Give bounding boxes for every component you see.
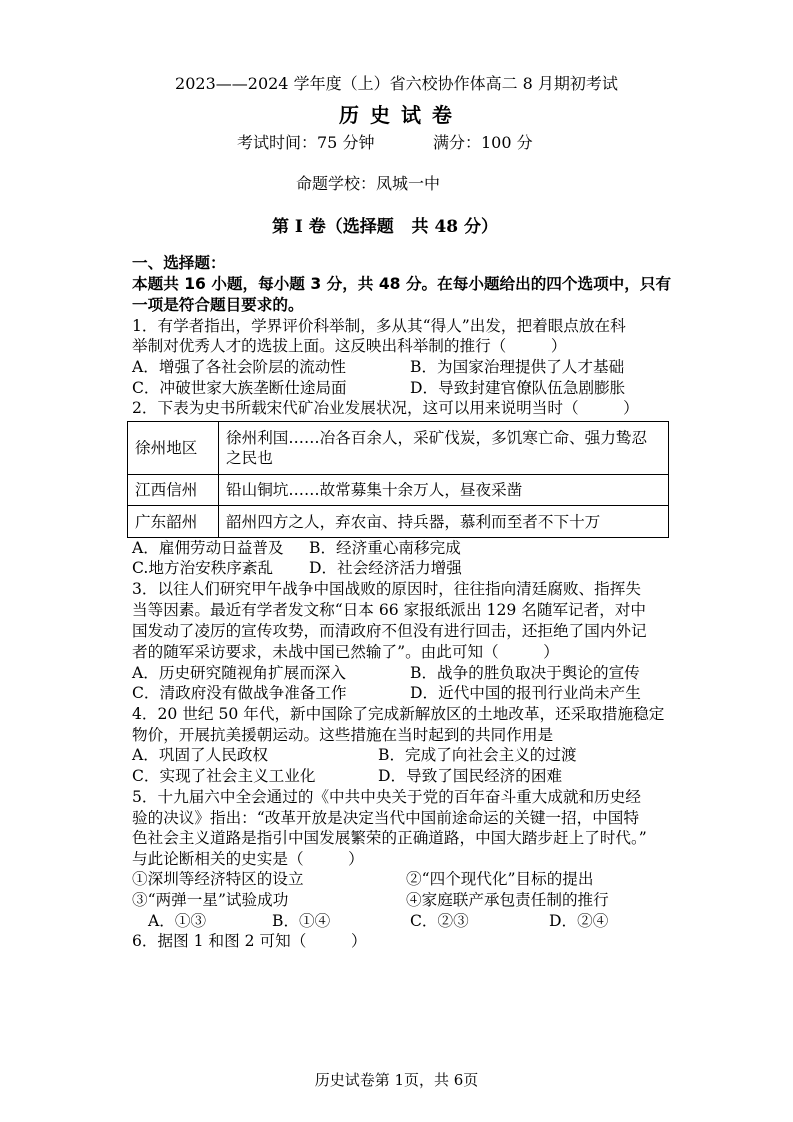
question-5-item-1: ①深圳等经济特区的设立	[132, 870, 304, 888]
question-5-item-2: ②“四个现代化”目标的提出	[406, 870, 594, 888]
section-instructions-line: 本题共 16 小题，每小题 3 分，共 48 分。在每小题给出的四个选项中，只有	[132, 275, 672, 293]
table-cell-region: 广东韶州	[128, 506, 219, 538]
question-3-option-d: D．近代中国的报刊行业尚未产生	[410, 684, 641, 702]
question-1-option-b: B．为国家治理提供了人才基础	[410, 358, 625, 376]
question-5-option-c: C．②③	[410, 912, 469, 930]
exam-school: 命题学校：凤城一中	[296, 174, 441, 193]
question-3-option-b: B．战争的胜负取决于舆论的宣传	[410, 664, 640, 682]
subject-title: 历 史 试 卷	[339, 103, 454, 127]
question-5-option-b: B．①④	[272, 912, 331, 930]
question-5-stem: 色社会主义道路是指引中国发展繁荣的正确道路，中国大踏步赶上了时代。”	[132, 829, 647, 847]
table-row	[128, 475, 669, 506]
mining-table	[127, 421, 669, 538]
table-cell-content: 徐州利国……冶各百余人，采矿伐炭，多饥寒亡命、强力鸷忍之民也	[219, 422, 669, 475]
table-row	[128, 506, 669, 538]
question-5-item-3: ③“两弹一星”试验成功	[132, 891, 289, 909]
table-cell-region: 徐州地区	[128, 422, 219, 475]
question-5-stem: 与此论断相关的史实是（ ）	[132, 850, 364, 868]
question-3-stem: 当等因素。最近有学者发文称“日本 66 家报纸派出 129 名随军记者，对中	[132, 601, 647, 619]
table-cell-region: 江西信州	[128, 475, 219, 506]
question-3-stem: 3．以往人们研究甲午战争中国战败的原因时，往往指向清廷腐败、指挥失	[132, 580, 641, 598]
question-3-stem: 者的随军采访要求，未战中国已然输了”。由此可知（ ）	[132, 643, 559, 661]
question-4-option-a: A．巩固了人民政权	[132, 746, 269, 764]
question-5-stem: 验的决议》指出：“改革开放是决定当代中国前途命运的关键一招，中国特	[132, 809, 639, 827]
question-4-option-c: C．实现了社会主义工业化	[132, 767, 316, 785]
table-cell-content: 铅山铜坑……故常募集十余万人，昼夜采凿	[219, 475, 669, 506]
exam-time: 考试时间：75 分钟	[237, 133, 375, 152]
question-4-stem: 物价，开展抗美援朝运动。这些措施在当时起到的共同作用是	[132, 726, 554, 744]
question-5-option-d: D．②④	[549, 912, 609, 930]
question-1-stem: 举制对优秀人才的选拔上面。这反映出科举制的推行（ ）	[132, 337, 567, 355]
question-1-option-a: A．增强了各社会阶层的流动性	[132, 358, 346, 376]
question-2-option-d: D．社会经济活力增强	[309, 559, 462, 577]
question-5-stem: 5．十九届六中全会通过的《中共中央关于党的百年奋斗重大成就和历史经	[132, 788, 641, 806]
table-row	[128, 422, 669, 475]
section-heading: 一、选择题：	[132, 254, 226, 272]
exam-score: 满分：100 分	[433, 133, 533, 152]
table-cell-content: 韶州四方之人，弃农亩、持兵器，慕利而至者不下十万	[219, 506, 669, 538]
question-2-option-c: C.地方治安秩序紊乱	[132, 559, 274, 577]
question-1-stem: 1．有学者指出，学界评价科举制，多从其“得人”出发，把着眼点放在科	[132, 317, 626, 335]
exam-title: 2023——2024 学年度（上）省六校协作体高二 8 月期初考试	[175, 74, 618, 93]
question-1-option-d: D．导致封建官僚队伍急剧膨胀	[410, 379, 626, 397]
question-5-option-a: A．①③	[148, 912, 207, 930]
question-2-option-a: A．雇佣劳动日益普及	[132, 539, 284, 557]
question-2-option-b: B．经济重心南移完成	[309, 539, 461, 557]
question-4-option-d: D．导致了国民经济的困难	[378, 767, 563, 785]
question-2-stem: 2．下表为史书所载宋代矿冶业发展状况，这可以用来说明当时（ ）	[132, 399, 639, 417]
question-4-stem: 4．20 世纪 50 年代，新中国除了完成新解放区的土地改革，还采取措施稳定	[132, 705, 665, 723]
question-6-stem: 6．据图 1 和图 2 可知（ ）	[132, 932, 367, 950]
question-1-option-c: C．冲破世家大族垄断仕途局面	[132, 379, 347, 397]
question-3-stem: 国发动了凌厉的宣传攻势，而清政府不但没有进行回击，还拒绝了国内外记	[132, 622, 647, 640]
part-title: 第 I 卷（选择题 共 48 分）	[272, 217, 499, 237]
section-instructions-line: 一项是符合题目要求的。	[132, 296, 304, 314]
question-5-item-4: ④家庭联产承包责任制的推行	[406, 891, 609, 909]
question-3-option-c: C．清政府没有做战争准备工作	[132, 684, 347, 702]
page-footer: 历史试卷第 1页，共 6页	[314, 1071, 479, 1089]
question-3-option-a: A．历史研究随视角扩展而深入	[132, 664, 346, 682]
question-4-option-b: B．完成了向社会主义的过渡	[378, 746, 577, 764]
